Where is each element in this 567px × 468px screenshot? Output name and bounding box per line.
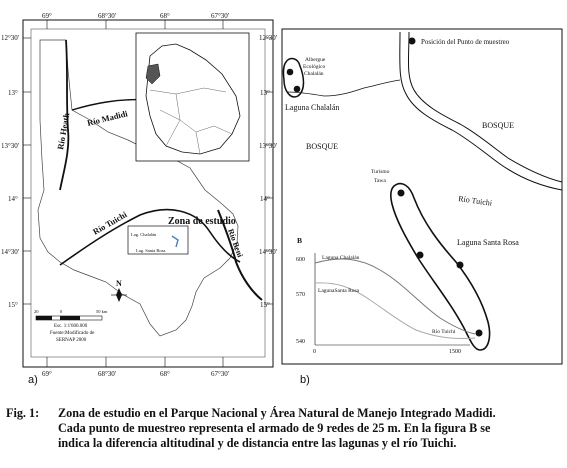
lon-label-bottom: 68°30': [98, 370, 117, 378]
lat-label-left: 15°: [8, 301, 18, 309]
inset-y-tick: 600: [296, 257, 305, 263]
lat-label-right: 13°: [260, 89, 270, 97]
lon-label-top: 68°: [160, 12, 170, 20]
lat-label-right: 14°: [260, 195, 270, 203]
lat-label-right: 15°: [260, 301, 270, 309]
label-laguna-santa-rosa: Laguna Santa Rosa: [457, 238, 519, 247]
lon-label-top: 69°: [42, 12, 52, 20]
label-lag-chalalan: Lag. Chalalán: [131, 232, 157, 237]
scale-text: Esc. 1:1'600.000: [54, 324, 88, 329]
north-label: N: [116, 279, 122, 288]
laguna-chalalan-outline: [283, 59, 303, 97]
inset-x-tick: 0: [313, 349, 316, 355]
caption-line: Cada punto de muestreo representa el armado de 9 redes de 25 m. En la figura B se: [58, 421, 491, 435]
lon-label-top: 67°30': [211, 12, 230, 20]
source-line-1: Fuente:Modificado de: [50, 331, 95, 336]
sampling-point: [417, 252, 424, 259]
scale-tick: 20: [34, 309, 39, 314]
label-rio-madidi: Río Madidi: [86, 108, 129, 128]
lon-label-top: 68°30': [98, 12, 117, 20]
label-lag-santa-rosa: Lag. Santa Rosa: [136, 248, 166, 253]
north-arrow-icon: [111, 288, 127, 302]
creek-chalalan: [288, 80, 400, 96]
study-zone-label: Zona de estudio: [168, 216, 236, 227]
lat-label-left: 13°: [8, 89, 18, 97]
label-bosque-right: BOSQUE: [482, 121, 515, 130]
caption-label: Fig. 1:: [6, 406, 40, 420]
label-albergue: Chalalán: [304, 71, 324, 77]
label-laguna-chalalan: Laguna Chalalán: [285, 103, 340, 112]
legend-label: Posición del Punto de muestreo: [421, 38, 510, 46]
panel-b-frame: [282, 29, 562, 364]
river-tuichi-bank-1: [400, 32, 562, 190]
lat-label-right: 12°30': [259, 34, 278, 42]
inset-y-tick: 570: [296, 292, 305, 298]
label-turismo: Turismo: [371, 169, 390, 175]
sampling-point: [476, 330, 483, 337]
lat-label-left: 12°30': [1, 34, 20, 42]
sampling-point: [457, 262, 464, 269]
scale-tick: 0: [60, 309, 63, 314]
lat-label-left: 13°30': [1, 142, 20, 150]
caption-text: [58, 406, 562, 451]
label-bosque-left: BOSQUE: [306, 142, 339, 151]
sampling-point: [398, 190, 405, 197]
inset-label: B: [297, 236, 303, 245]
panel-a-label: a): [28, 374, 38, 386]
scale-bar: [36, 316, 102, 320]
scale-tick: 50 km: [96, 309, 108, 314]
lon-label-bottom: 67°30': [211, 370, 230, 378]
label-rio-beni: Río Beni: [226, 227, 245, 259]
lon-label-bottom: 69°: [42, 370, 52, 378]
legend-dot: [409, 38, 416, 45]
laguna-santa-rosa-outline: [391, 184, 490, 350]
panel-b-label: b): [300, 374, 310, 386]
label-turismo: Tawa: [374, 178, 386, 184]
bolivia-inset-frame: [136, 33, 249, 161]
label-rio-heath: Río Heath: [55, 112, 72, 151]
label-rio-tuichi-b: Río Tuichi: [457, 194, 493, 208]
inset-series-label: LagunaSanta Rosa: [318, 288, 360, 294]
inset-series-label: Río Tuichi: [432, 329, 456, 335]
lat-label-left: 14°: [8, 195, 18, 203]
lon-label-bottom: 68°: [160, 370, 170, 378]
sampling-point: [294, 86, 301, 93]
lat-label-right: 14°30': [259, 248, 278, 256]
source-line-2: SERNAP 2000: [56, 338, 87, 343]
lat-label-right: 13°30': [259, 142, 278, 150]
inset-x-tick: 1500: [449, 349, 461, 355]
lagoon-mark: [172, 236, 178, 247]
inset-series-label: Laguna Chalalán: [322, 255, 360, 261]
sampling-point: [287, 69, 294, 76]
lat-label-left: 14°30': [1, 248, 20, 256]
inset-y-tick: 540: [296, 339, 305, 345]
caption-line: Zona de estudio en el Parque Nacional y Área Natural de Manejo Integrado Madidi.: [58, 406, 496, 420]
river-tuichi-bank-2: [408, 32, 562, 182]
label-rio-tuichi: Río Tuichi: [91, 209, 129, 237]
caption-line: indica la diferencia altitudinal y de distancia entre las lagunas y el río Tuichi.: [58, 436, 457, 450]
label-albergue: Ecológico: [303, 64, 326, 70]
label-albergue: Albergue: [305, 57, 326, 63]
